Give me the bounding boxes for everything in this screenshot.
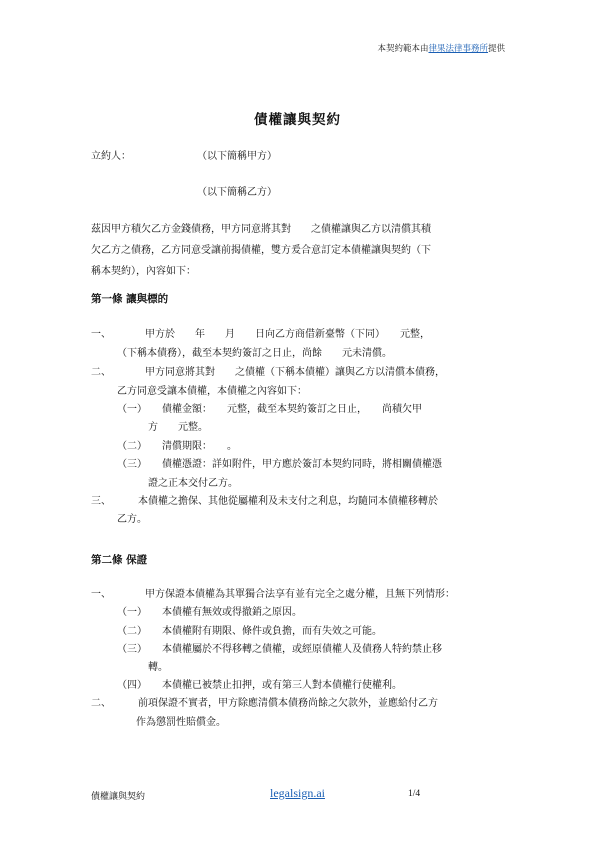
item-number: 一、 <box>91 589 111 600</box>
sub-item-number: （四） <box>117 680 147 691</box>
header-note <box>377 42 505 54</box>
sub-item-number: （二） <box>117 626 147 637</box>
sub-item-text: 債權金額： 元整，截至本契約簽訂之日止， 尚積欠甲 <box>162 404 422 415</box>
sub-item-number: （三） <box>117 459 147 470</box>
sub-item-text: 轉。 <box>148 662 168 673</box>
sub-item-text: 清償期限： 。 <box>162 441 237 452</box>
sub-item-text: 方 元整。 <box>148 422 208 433</box>
law-firm-link[interactable]: 律果法律事務所 <box>428 44 488 54</box>
sub-item-number: （二） <box>117 441 147 452</box>
item-text: （下稱本債務），截至本契約簽訂之日止，尚餘 元未清償。 <box>117 348 392 359</box>
item-text: 乙方。 <box>117 514 147 525</box>
header-suffix: 提供 <box>487 44 505 54</box>
article-1-title: 第一條 讓與標的 <box>91 293 169 305</box>
footer-site-link[interactable]: legalsign.ai <box>270 786 325 800</box>
preamble-line: 欠乙方之債務，乙方同意受讓前揭債權，雙方爰合意訂定本債權讓與契約（下 <box>91 245 431 256</box>
document-title: 債權讓與契約 <box>254 112 341 128</box>
item-text: 作為懲罰性賠償金。 <box>136 717 226 728</box>
header-prefix: 本契約範本由 <box>377 44 429 54</box>
item-number: 一、 <box>91 329 111 340</box>
item-text: 乙方同意受讓本債權，本債權之內容如下： <box>117 386 307 397</box>
sub-item-number: （一） <box>117 404 147 415</box>
sub-item-number: （一） <box>117 607 147 618</box>
sub-item-text: 證之正本交付乙方。 <box>148 478 238 489</box>
party-b-text: （以下簡稱乙方） <box>197 187 277 198</box>
item-text: 甲方保證本債權為其單獨合法享有並有完全之處分權，且無下列情形： <box>145 589 455 600</box>
item-text: 甲方同意將其對 之債權（下稱本債權）讓與乙方以清償本債務， <box>145 367 445 378</box>
parties-label: 立約人： <box>91 151 131 162</box>
sub-item-text: 本債權屬於不得移轉之債權，或經原債權人及債務人特約禁止移 <box>162 644 442 655</box>
sub-item-text: 本債權有無效或得撤銷之原因。 <box>162 607 302 618</box>
sub-item-text: 本債權已被禁止扣押，或有第三人對本債權行使權利。 <box>162 680 402 691</box>
item-text: 甲方於 年 月 日向乙方商借新臺幣（下同） 元整， <box>145 329 430 340</box>
item-number: 三、 <box>91 496 111 507</box>
party-a-text: （以下簡稱甲方） <box>197 151 277 162</box>
article-2-title: 第二條 保證 <box>91 554 148 566</box>
item-number: 二、 <box>91 367 111 378</box>
preamble-line: 稱本契約），內容如下： <box>91 266 196 277</box>
sub-item-text: 本債權附有期限、條件或負擔，而有失效之可能。 <box>162 626 382 637</box>
sub-item-text: 債權憑證：詳如附件，甲方應於簽訂本契約同時，將相關債權憑 <box>162 459 442 470</box>
footer-doc-name: 債權讓與契約 <box>91 792 146 802</box>
item-text: 本債權之擔保、其他從屬權利及未支付之利息，均隨同本債權移轉於 <box>138 496 438 507</box>
item-number: 二、 <box>91 698 111 709</box>
page-number: 1/4 <box>408 789 421 799</box>
preamble-line: 茲因甲方積欠乙方金錢債務，甲方同意將其對 之債權讓與乙方以清償其積 <box>91 224 431 235</box>
item-text: 前項保證不實者，甲方除應清償本債務尚餘之欠款外，並應給付乙方 <box>138 698 438 709</box>
sub-item-number: （三） <box>117 644 147 655</box>
